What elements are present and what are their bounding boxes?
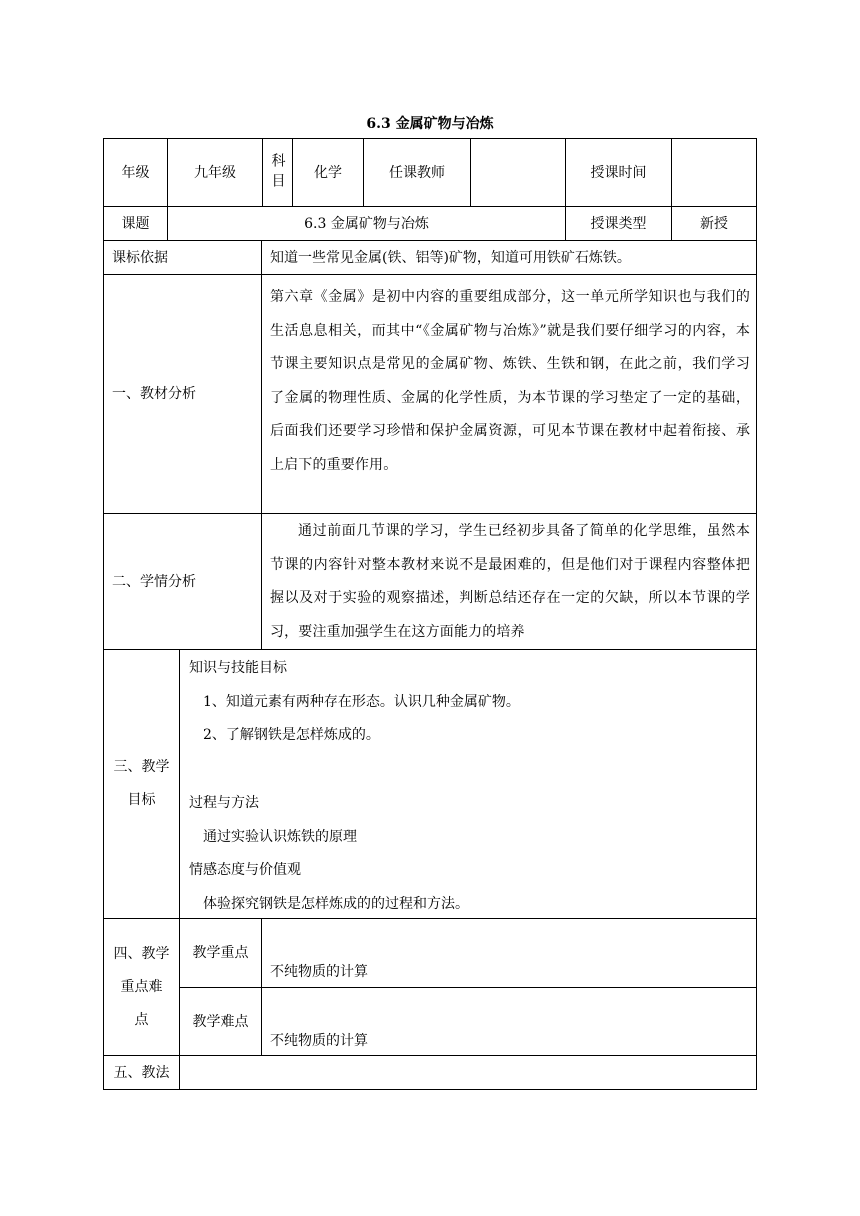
subject-label-text: 科目 [269, 152, 286, 193]
students-label: 二、学情分析 [112, 573, 196, 590]
knowledge-heading: 知识与技能目标 [189, 660, 287, 676]
grade-label: 年级 [121, 164, 150, 181]
students-text: 通过前面几节课的学习，学生已经初步具备了简单的化学思维，虽然本节课的内容针对整本教材来说不是最困难的，但是他们对于课程内容整体把握以及对于实验的观察描述，判断总结还存在一定的欠缺，所以本节课的学习，要注重加强学生在这方面能力的培养 [270, 523, 750, 640]
difficulty-label: 教学难点 [192, 1014, 249, 1030]
keypoints-label-line1: 四、教学 [113, 945, 170, 962]
focus-label: 教学重点 [192, 945, 249, 961]
methods-label: 五、教法 [113, 1064, 170, 1081]
process-item-1: 通过实验认识炼铁的原理 [203, 829, 357, 845]
time-value [672, 139, 756, 206]
keypoints-label-line2: 重点难 [120, 978, 163, 995]
textbook-label: 一、教材分析 [112, 386, 196, 402]
goals-label [104, 650, 179, 918]
teacher-value [471, 139, 565, 206]
focus-value: 不纯物质的计算 [270, 964, 368, 980]
basis-text: 知道一些常见金属(铁、铝等)矿物，知道可用铁矿石炼铁。 [270, 249, 631, 266]
difficulty-value: 不纯物质的计算 [270, 1033, 368, 1049]
basis-label: 课标依据 [112, 249, 168, 266]
knowledge-item-1: 1、知道元素有两种存在形态。认识几种金属矿物。 [203, 694, 520, 710]
document-title: 6.3 金属矿物与冶炼 [366, 116, 494, 132]
topic-label: 课题 [121, 215, 150, 232]
subject-label [263, 139, 292, 206]
grade-value: 九年级 [194, 164, 236, 181]
process-heading: 过程与方法 [189, 795, 259, 811]
subject-value: 化学 [314, 164, 342, 181]
goals-label-line1: 三、教学 [113, 759, 170, 775]
teacher-label: 任课教师 [389, 164, 445, 181]
keypoints-label [104, 919, 179, 1055]
goals-label-line2: 目标 [127, 792, 156, 808]
emotion-item-1: 体验探究钢铁是怎样炼成的的过程和方法。 [203, 896, 469, 912]
time-label: 授课时间 [590, 164, 647, 181]
methods-value [180, 1056, 756, 1089]
topic-value: 6.3 金属矿物与冶炼 [304, 215, 429, 232]
type-label: 授课类型 [590, 215, 647, 232]
textbook-text: 第六章《金属》是初中内容的重要组成部分，这一单元所学知识也与我们的生活息息相关，而其中“《金属矿物与冶炼》”就是我们要仔细学习的内容，本节课主要知识点是常见的金属矿物、炼铁、生铁和钢，在此之前，我们学习了金属的物理性质、金属的化学性质，为本节课的学习垫定了一定的基础，后面我们还要学习珍惜和保护金属资源，可见本节课在教材中起着衔接、承上启下的重要作用。 [270, 289, 750, 473]
knowledge-item-2: 2、了解钢铁是怎样炼成的。 [203, 727, 380, 743]
emotion-heading: 情感态度与价值观 [189, 862, 301, 878]
keypoints-label-line3: 点 [134, 1011, 149, 1028]
type-value: 新授 [700, 215, 728, 232]
